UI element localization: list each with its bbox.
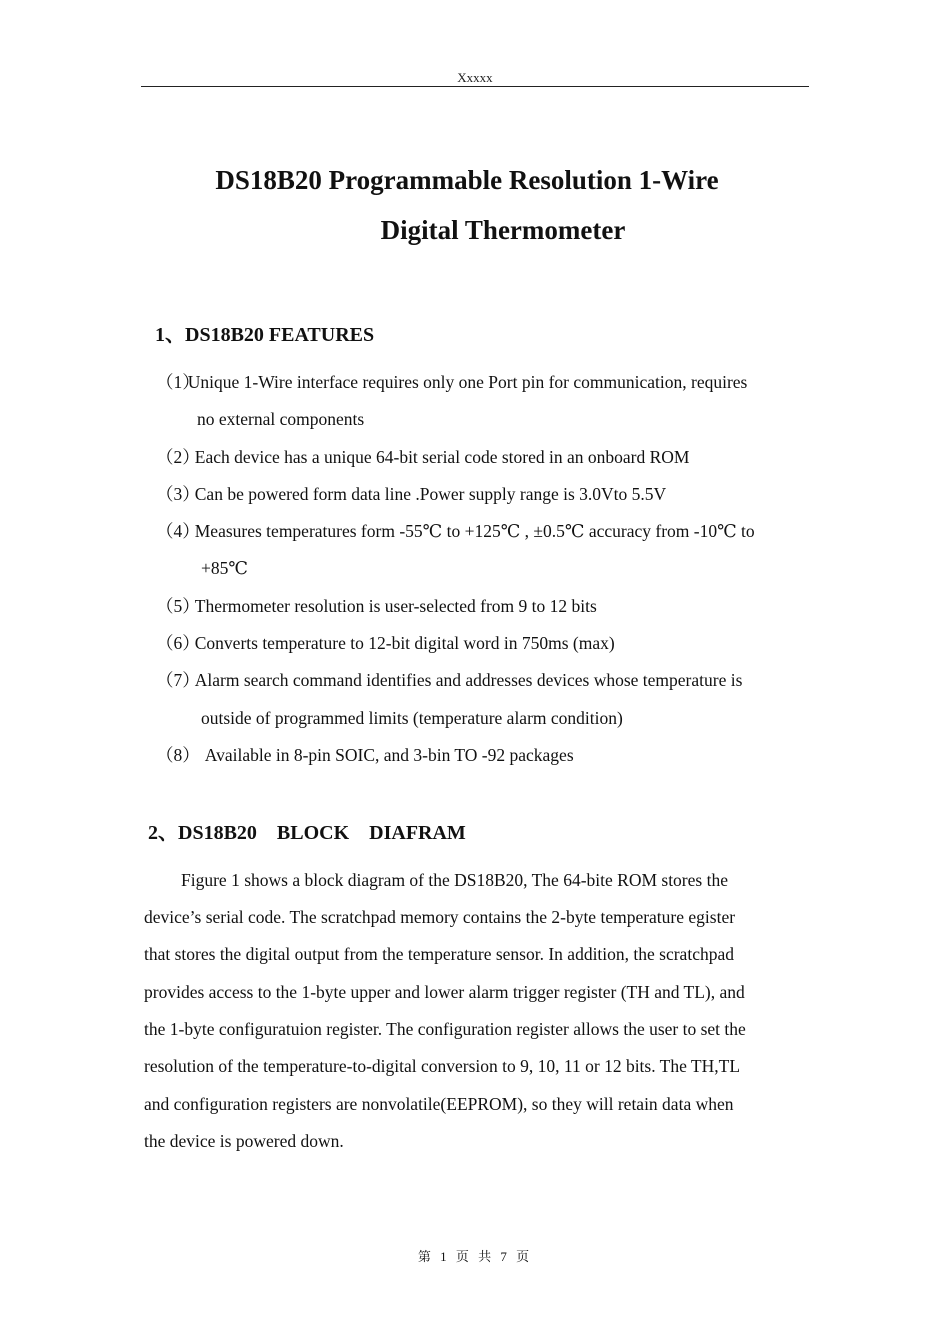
- paragraph-line-5: the 1-byte configuratuion register. The configuration register allows the user to set the: [144, 1019, 746, 1039]
- feature-text: Thermometer resolution is user-selected from 9 to 12 bits: [194, 596, 597, 616]
- feature-number: （5）: [156, 596, 200, 616]
- document-title-line-2: Digital Thermometer: [380, 215, 626, 245]
- paragraph-line-2: device’s serial code. The scratchpad memory contains the 2-byte temperature egister: [144, 907, 736, 927]
- page-header: Xxxxx: [457, 70, 493, 85]
- feature-text: Available in 8-pin SOIC, and 3-bin TO -92 packages: [204, 745, 574, 765]
- feature-text: Each device has a unique 64-bit serial code stored in an onboard ROM: [194, 447, 690, 467]
- feature-text: Alarm search command identifies and addresses devices whose temperature is: [194, 670, 743, 690]
- paragraph-line-7: and configuration registers are nonvolatile(EEPROM), so they will retain data when: [144, 1094, 734, 1114]
- feature-number: （4）: [156, 521, 200, 541]
- feature-number: （6）: [156, 633, 200, 653]
- paragraph-line-6: resolution of the temperature-to-digital conversion to 9, 10, 11 or 12 bits. The TH,TL: [144, 1056, 741, 1076]
- feature-number: （8）: [156, 745, 200, 765]
- feature-number: （7）: [156, 670, 200, 690]
- feature-item-5: [156, 594, 597, 618]
- feature-text: Can be powered form data line .Power supply range is 3.0Vto 5.5V: [194, 484, 667, 504]
- section-2-heading: 2、DS18B20 BLOCK DIAFRAM: [148, 822, 466, 844]
- feature-item-1: [156, 370, 747, 394]
- feature-number: （3）: [156, 484, 200, 504]
- feature-item-6: [156, 631, 615, 655]
- feature-item-8: [156, 743, 574, 767]
- page-footer: 第 1 页 共 7 页: [417, 1249, 533, 1264]
- document-title-line-1: DS18B20 Programmable Resolution 1-Wire: [215, 165, 719, 195]
- feature-number: （1）: [156, 372, 200, 392]
- feature-item-7-continued: outside of programmed limits (temperature alarm condition): [201, 708, 623, 728]
- feature-item-3: [156, 482, 666, 506]
- feature-number: （2）: [156, 447, 200, 467]
- section-1-heading: 1、DS18B20 FEATURES: [155, 324, 375, 346]
- feature-item-7: [156, 668, 742, 692]
- feature-text: Unique 1-Wire interface requires only one Port pin for communication, requires: [187, 372, 748, 392]
- feature-text: Converts temperature to 12-bit digital word in 750ms (max): [194, 633, 615, 653]
- paragraph-line-3: that stores the digital output from the temperature sensor. In addition, the scratchpad: [144, 944, 734, 964]
- feature-text: Measures temperatures form -55℃ to +125℃ , ±0.5℃ accuracy from -10℃ to: [194, 521, 755, 541]
- header-rule: [141, 86, 809, 87]
- paragraph-line-1: Figure 1 shows a block diagram of the DS18B20, The 64-bite ROM stores the: [181, 870, 728, 890]
- paragraph-line-4: provides access to the 1-byte upper and lower alarm trigger register (TH and TL), and: [144, 982, 745, 1002]
- paragraph-line-8: the device is powered down.: [144, 1131, 344, 1151]
- feature-item-1-continued: no external components: [197, 409, 365, 429]
- feature-item-4: [156, 519, 755, 543]
- feature-item-4-continued: +85℃: [201, 558, 248, 578]
- feature-item-2: [156, 445, 689, 469]
